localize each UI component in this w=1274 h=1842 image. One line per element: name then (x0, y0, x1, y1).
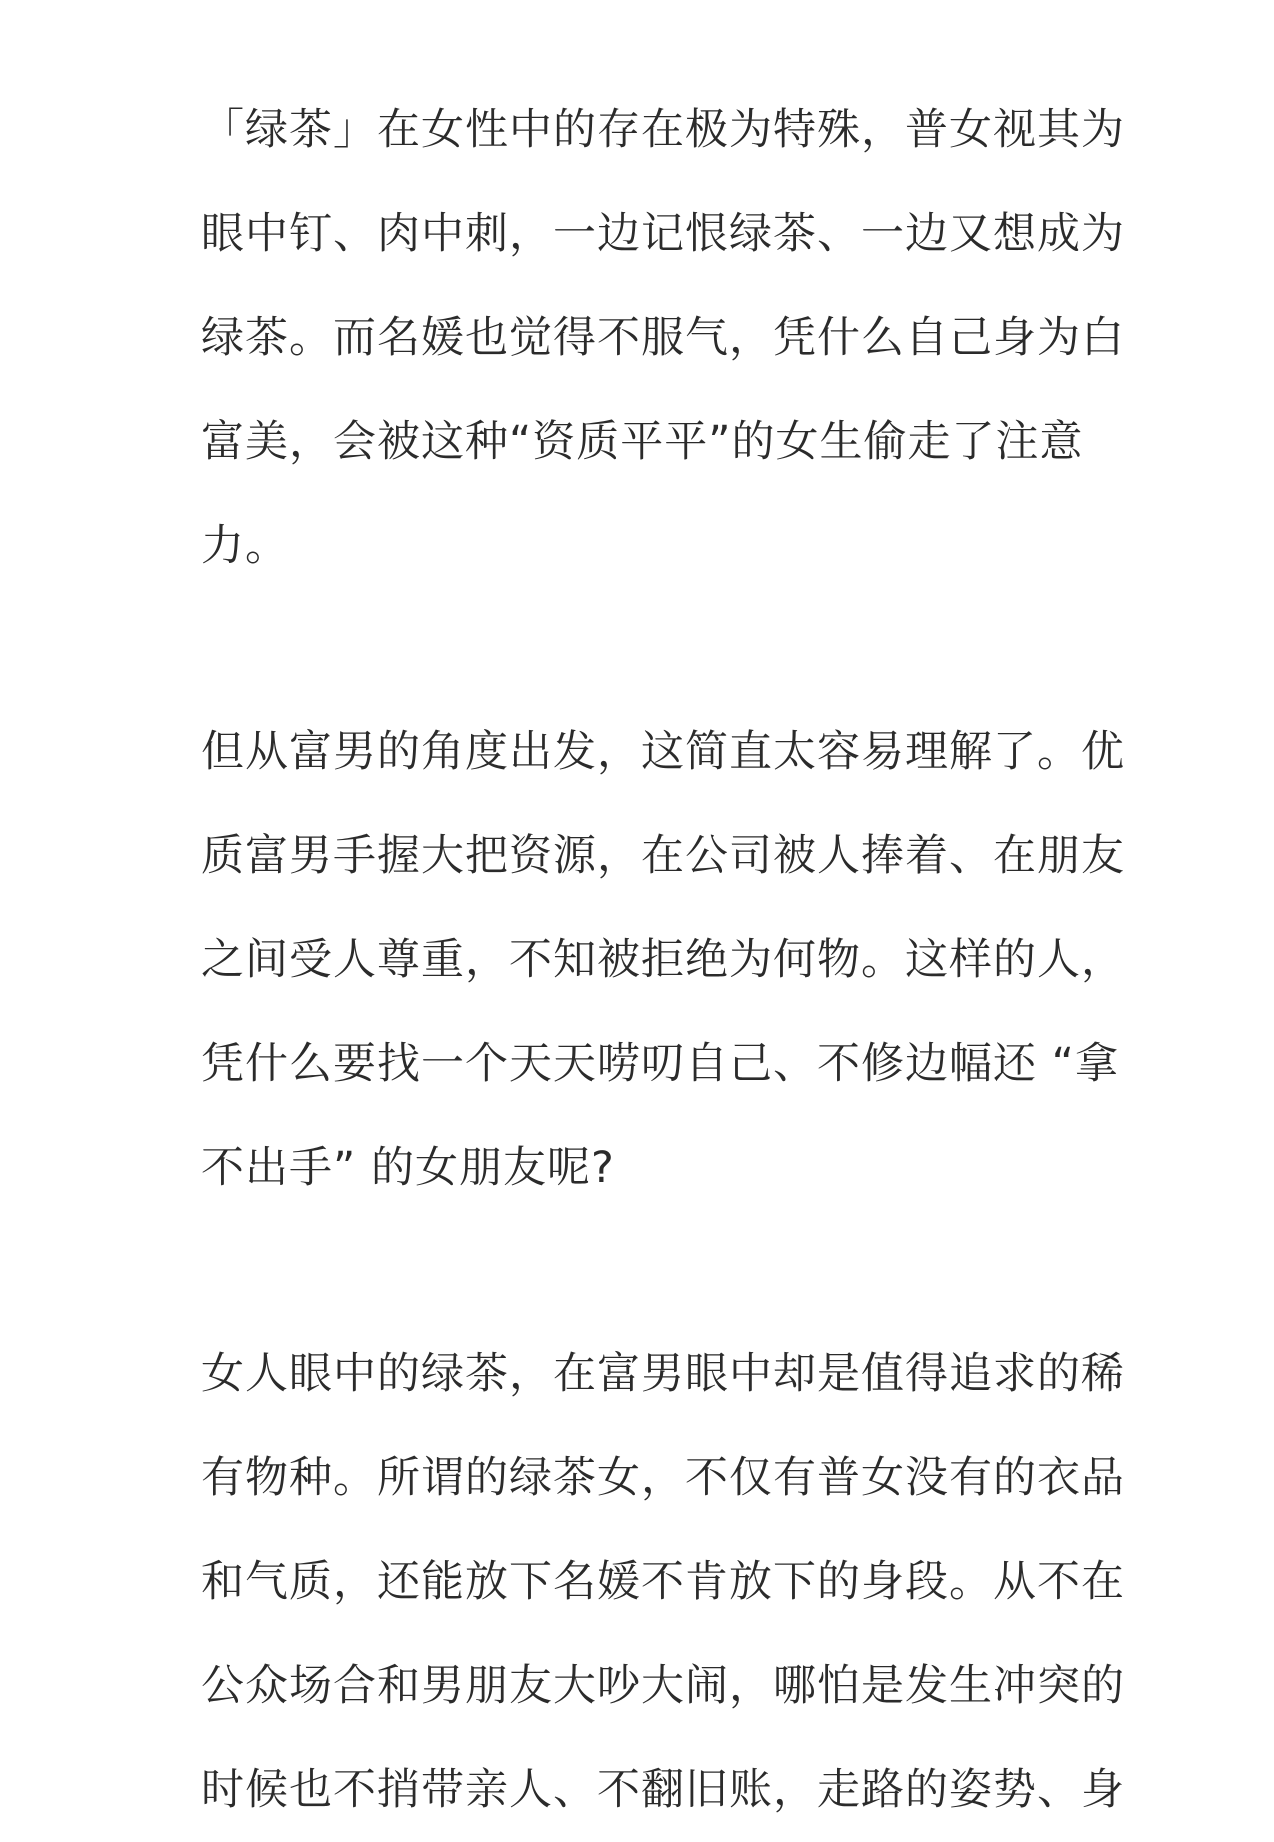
text-line: 之间受人尊重，不知被拒绝为何物。这样的人， (201, 935, 1125, 985)
paragraph-2 (201, 700, 1125, 1220)
text-line: 质富男手握大把资源，在公司被人捧着、在朋友 (201, 831, 1125, 881)
text-line: 时候也不捎带亲人、不翻旧账，走路的姿势、身 (201, 1765, 1125, 1815)
paragraph-gap (0, 598, 1274, 700)
paragraph-3 (201, 1322, 1125, 1842)
text-line: 但从富男的角度出发，这简直太容易理解了。优 (201, 727, 1125, 777)
text-line: 力。 (201, 521, 289, 571)
text-line: 女人眼中的绿茶，在富男眼中却是值得追求的稀 (201, 1349, 1125, 1399)
text-line: 富美，会被这种“资质平平”的女生偷走了注意 (201, 417, 1084, 467)
text-line: 眼中钉、肉中刺，一边记恨绿茶、一边又想成为 (201, 209, 1125, 259)
text-line: 有物种。所谓的绿茶女，不仅有普女没有的衣品 (201, 1453, 1125, 1503)
text-line: 凭什么要找一个天天唠叨自己、不修边幅还 “拿 (201, 1039, 1119, 1089)
text-line: 「绿茶」在女性中的存在极为特殊，普女视其为 (201, 105, 1125, 155)
text-line: 不出手” 的女朋友呢? (201, 1143, 615, 1193)
paragraph-gap (0, 1220, 1274, 1322)
text-line: 公众场合和男朋友大吵大闹，哪怕是发生冲突的 (201, 1661, 1125, 1711)
text-line: 和气质，还能放下名媛不肯放下的身段。从不在 (201, 1557, 1125, 1607)
paragraph-1 (201, 78, 1125, 598)
text-line: 绿茶。而名媛也觉得不服气，凭什么自己身为白 (201, 313, 1125, 363)
